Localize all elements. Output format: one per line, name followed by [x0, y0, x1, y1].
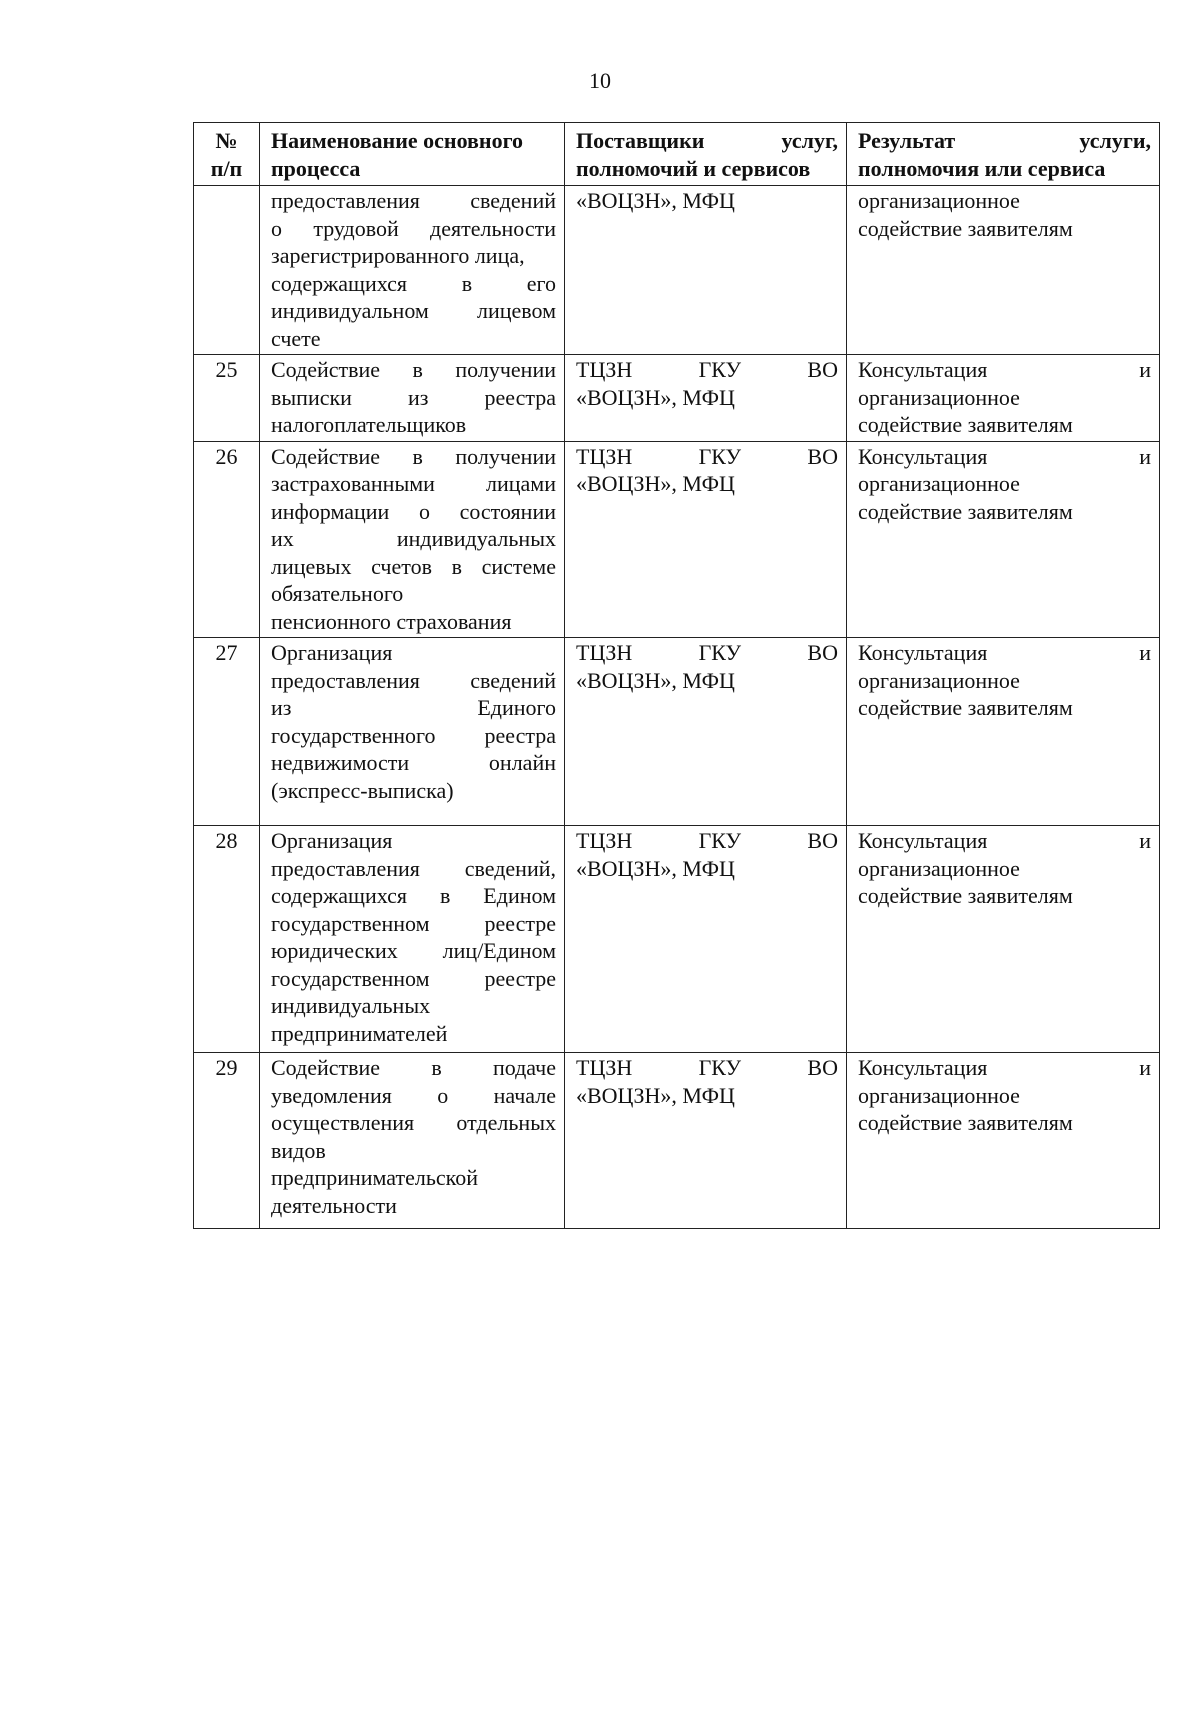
table-row	[194, 441, 1160, 638]
row-number: 27	[194, 638, 260, 826]
result-line: содействие заявителям	[858, 498, 1073, 524]
providers-cell	[565, 826, 847, 1053]
result-line: содействие заявителям	[858, 883, 1073, 908]
header-process-line: процесса	[271, 155, 361, 181]
services-table	[193, 122, 1160, 1229]
providers-line: ТЦЗН ГКУ ВО	[576, 828, 838, 853]
process-cell	[260, 638, 565, 826]
header-providers-line: полномочий и сервисов	[576, 155, 811, 181]
row-number: 28	[194, 826, 260, 1053]
providers-line: «ВОЦЗН», МФЦ	[576, 471, 735, 496]
process-cell	[260, 441, 565, 638]
result-cell	[847, 355, 1160, 442]
process-line: индивидуальных	[271, 993, 431, 1018]
process-line: застрахованными лицами	[271, 471, 556, 496]
providers-line: ТЦЗН ГКУ ВО	[576, 443, 838, 469]
process-line: информации о состоянии	[271, 498, 556, 524]
process-line: счете	[271, 325, 321, 351]
table-row	[194, 826, 1160, 1053]
providers-cell	[565, 638, 847, 826]
process-line: предоставления сведений,	[271, 855, 556, 881]
providers-line: ТЦЗН ГКУ ВО	[576, 1055, 838, 1080]
process-line: обязательного	[271, 581, 404, 606]
header-providers-line: Поставщики услуг,	[576, 128, 838, 153]
process-line: из Единого	[271, 695, 556, 720]
result-cell	[847, 1053, 1160, 1229]
process-line: пенсионного страхования	[271, 608, 512, 634]
header-num-line: п/п	[210, 155, 243, 181]
table-row	[194, 186, 1160, 355]
result-line: Консультация и	[858, 640, 1151, 665]
process-line: Организация	[271, 640, 393, 665]
result-line: Консультация и	[858, 443, 1151, 469]
header-result	[847, 123, 1160, 186]
providers-line: «ВОЦЗН», МФЦ	[576, 188, 735, 213]
providers-line: «ВОЦЗН», МФЦ	[576, 667, 735, 693]
process-line: их индивидуальных	[271, 526, 556, 551]
table-row	[194, 1053, 1160, 1229]
process-line: Организация	[271, 828, 393, 853]
header-result-line: полномочия или сервиса	[858, 155, 1106, 181]
result-cell	[847, 441, 1160, 638]
providers-line: «ВОЦЗН», МФЦ	[576, 855, 735, 881]
providers-line: «ВОЦЗН», МФЦ	[576, 384, 735, 410]
process-line: зарегистрированного лица,	[271, 243, 525, 268]
process-line: государственном реестре	[271, 910, 556, 936]
process-cell	[260, 186, 565, 355]
row-number	[194, 186, 260, 355]
row-number: 26	[194, 441, 260, 638]
process-line: выписки из реестра	[271, 384, 556, 410]
process-line: лицевых счетов в системе	[271, 553, 556, 579]
process-line: индивидуальном лицевом	[271, 298, 556, 323]
process-line: Содействие в получении	[271, 443, 556, 469]
result-line: Консультация и	[858, 828, 1151, 853]
result-line: содействие заявителям	[858, 215, 1073, 241]
result-line: организационное	[858, 188, 1020, 213]
process-line: предоставления сведений	[271, 667, 556, 693]
providers-cell	[565, 186, 847, 355]
providers-cell	[565, 441, 847, 638]
process-line: содержащихся в Едином	[271, 883, 556, 908]
table-row	[194, 355, 1160, 442]
result-line: организационное	[858, 1082, 1020, 1108]
result-cell	[847, 826, 1160, 1053]
header-process	[260, 123, 565, 186]
header-process-line: Наименование основного	[271, 128, 524, 153]
header-num	[194, 123, 260, 186]
process-line: содержащихся в его	[271, 270, 556, 296]
providers-line: ТЦЗН ГКУ ВО	[576, 357, 838, 382]
result-line: Консультация и	[858, 1055, 1151, 1080]
process-cell	[260, 1053, 565, 1229]
result-line: содействие заявителям	[858, 1110, 1073, 1135]
table-row	[194, 638, 1160, 826]
process-line: о трудовой деятельности	[271, 215, 556, 241]
result-cell	[847, 638, 1160, 826]
header-providers	[565, 123, 847, 186]
process-line: государственного реестра	[271, 722, 556, 748]
header-result-line: Результат услуги,	[858, 128, 1151, 153]
process-line: осуществления отдельных	[271, 1110, 556, 1135]
result-line: организационное	[858, 471, 1020, 496]
process-line: видов	[271, 1137, 326, 1163]
process-line: Содействие в подаче	[271, 1055, 556, 1080]
process-line: налогоплательщиков	[271, 412, 467, 437]
result-line: содействие заявителям	[858, 412, 1073, 437]
row-number: 25	[194, 355, 260, 442]
providers-line: «ВОЦЗН», МФЦ	[576, 1082, 735, 1108]
process-line: государственном реестре	[271, 965, 556, 991]
process-line: предпринимателей	[271, 1020, 448, 1046]
process-line: юридических лиц/Едином	[271, 938, 556, 963]
table-header-row	[194, 123, 1160, 186]
providers-line: ТЦЗН ГКУ ВО	[576, 640, 838, 665]
result-line: содействие заявителям	[858, 695, 1073, 720]
process-cell	[260, 826, 565, 1053]
header-num-line: №	[215, 128, 238, 153]
providers-cell	[565, 1053, 847, 1229]
result-line: Консультация и	[858, 357, 1151, 382]
providers-cell	[565, 355, 847, 442]
process-line: деятельности	[271, 1192, 397, 1218]
result-line: организационное	[858, 855, 1020, 881]
result-line: организационное	[858, 667, 1020, 693]
process-cell	[260, 355, 565, 442]
row-number: 29	[194, 1053, 260, 1229]
process-line: предпринимательской	[271, 1165, 479, 1190]
process-line: уведомления о начале	[271, 1082, 556, 1108]
process-line: предоставления сведений	[271, 188, 556, 213]
process-line: (экспресс-выписка)	[271, 777, 454, 803]
result-line: организационное	[858, 384, 1020, 410]
process-line: Содействие в получении	[271, 357, 556, 382]
process-line: недвижимости онлайн	[271, 750, 556, 775]
page-number: 10	[589, 68, 611, 93]
result-cell	[847, 186, 1160, 355]
